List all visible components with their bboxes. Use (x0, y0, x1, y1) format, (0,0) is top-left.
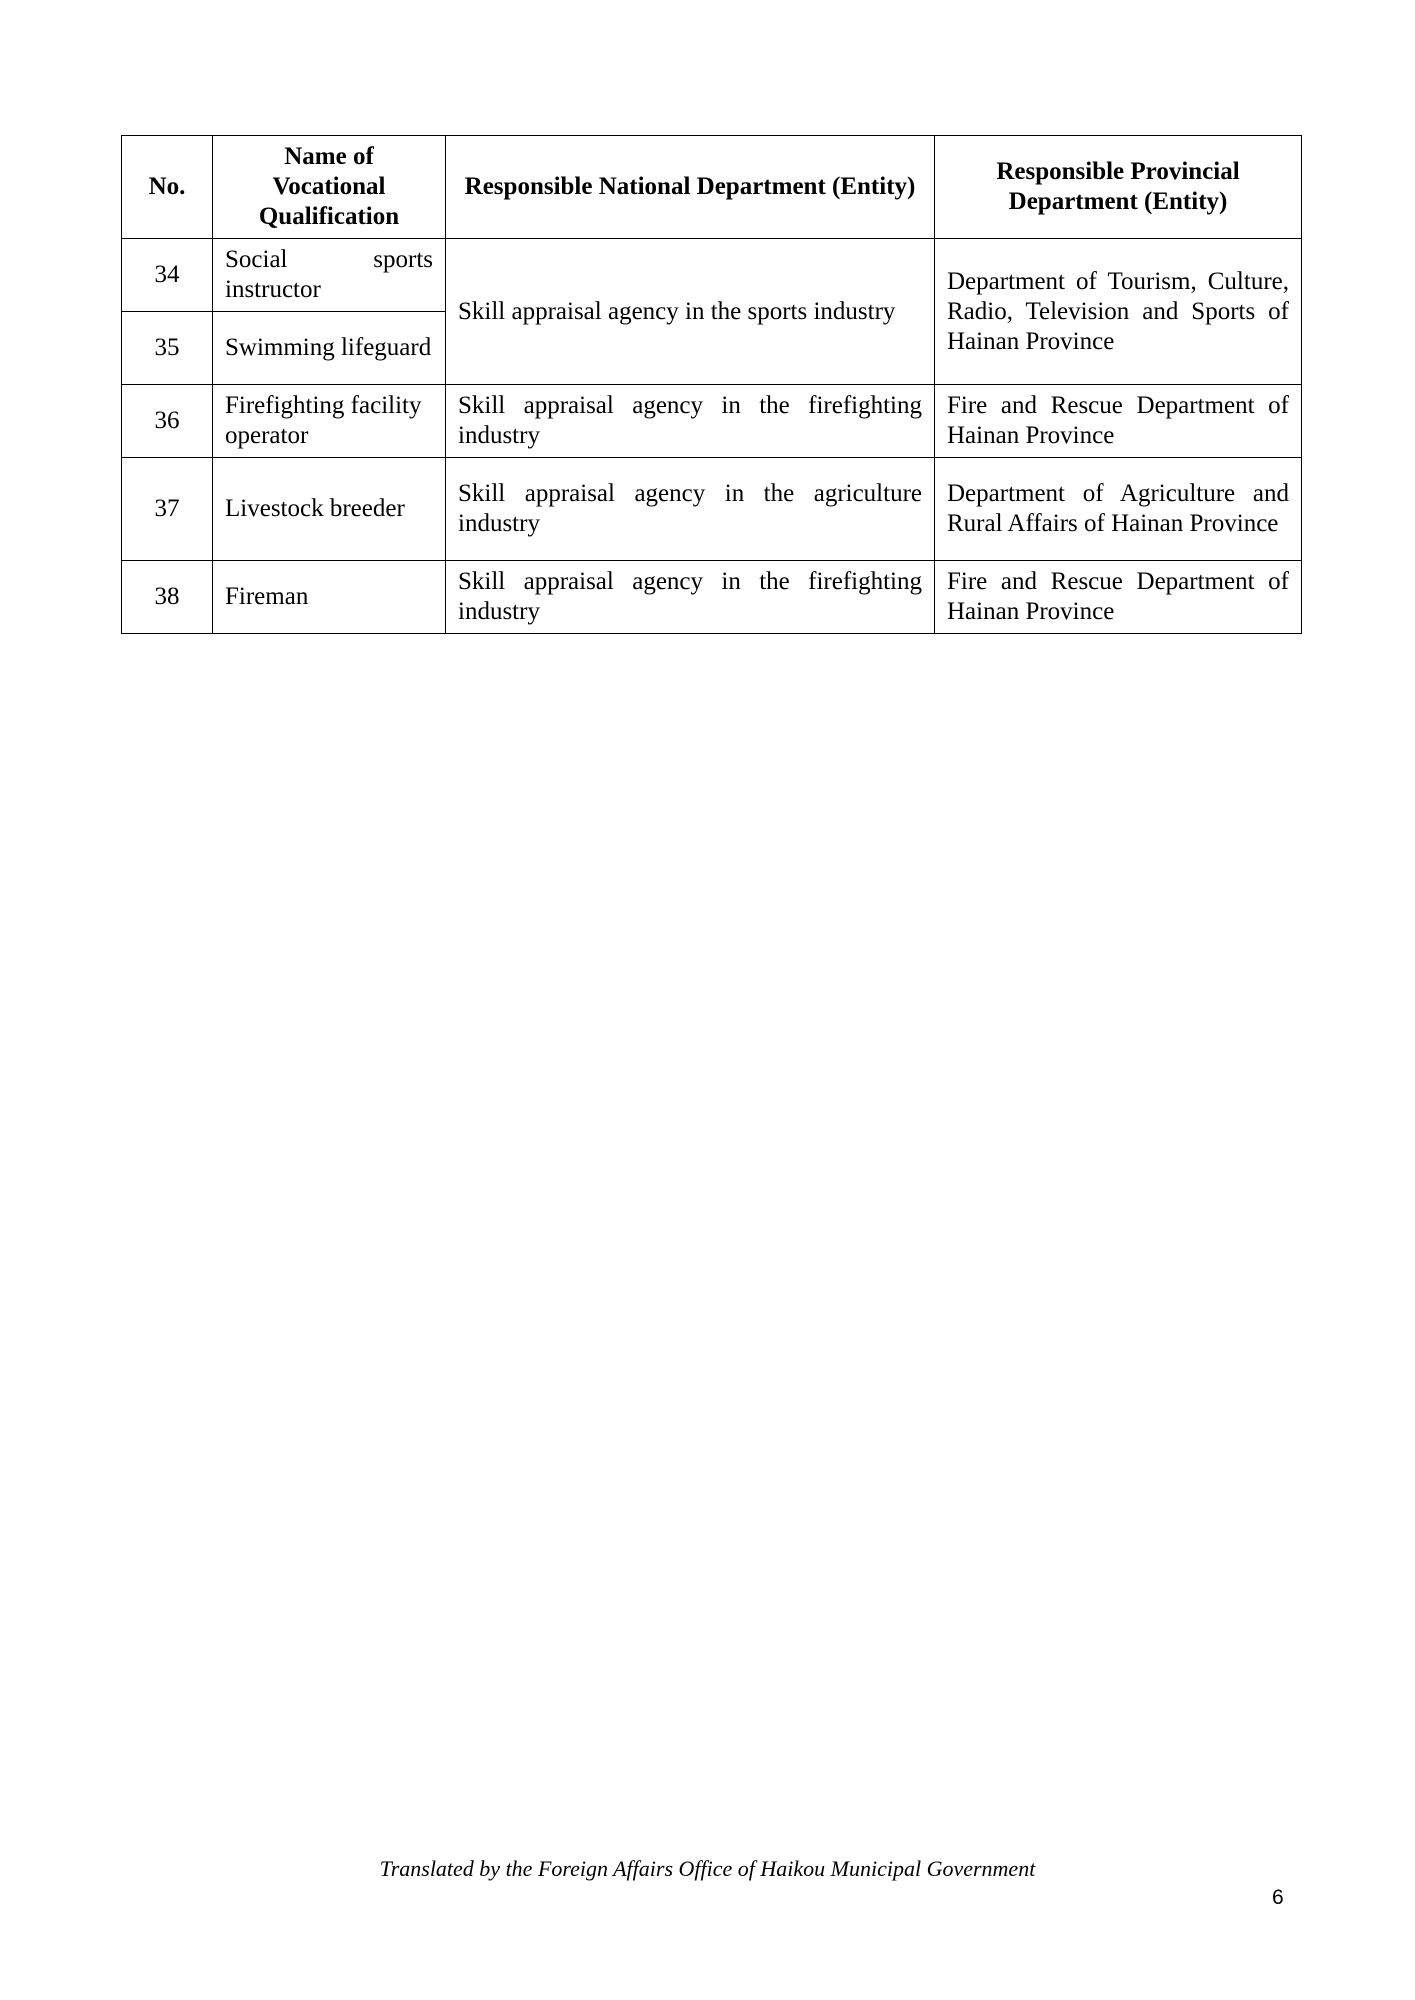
row-number: 36 (122, 385, 213, 458)
qualification-name: Fireman (213, 561, 446, 634)
table-row (122, 239, 1302, 312)
provincial-department: Department of Agriculture and Rural Affairs of Hainan Province (935, 458, 1302, 561)
qualification-name: Swimming lifeguard (213, 312, 446, 385)
qualification-name: Livestock breeder (213, 458, 446, 561)
table-row (122, 458, 1302, 561)
provincial-department: Department of Tourism, Culture, Radio, Television and Sports of Hainan Province (935, 239, 1302, 385)
row-number: 35 (122, 312, 213, 385)
provincial-department: Fire and Rescue Department of Hainan Province (935, 385, 1302, 458)
table-row (122, 561, 1302, 634)
table-header-row (122, 136, 1302, 239)
header-national-department: Responsible National Department (Entity) (446, 136, 935, 239)
table-row (122, 385, 1302, 458)
national-department: Skill appraisal agency in the firefighting industry (446, 385, 935, 458)
row-number: 34 (122, 239, 213, 312)
qualification-name: Firefighting facility operator (213, 385, 446, 458)
row-number: 38 (122, 561, 213, 634)
header-qualification-name: Name of Vocational Qualification (213, 136, 446, 239)
national-department: Skill appraisal agency in the firefighting industry (446, 561, 935, 634)
translation-credit: Translated by the Foreign Affairs Office of Haikou Municipal Government (379, 1856, 1036, 1881)
provincial-department: Fire and Rescue Department of Hainan Province (935, 561, 1302, 634)
page-number: 6 (1272, 1886, 1284, 1909)
row-number: 37 (122, 458, 213, 561)
national-department: Skill appraisal agency in the sports industry (446, 239, 935, 385)
header-no: No. (122, 136, 213, 239)
vocational-qualification-table (121, 135, 1302, 634)
header-provincial-department: Responsible Provincial Department (Entity) (935, 136, 1302, 239)
qualification-name: Social sports instructor (213, 239, 446, 312)
national-department: Skill appraisal agency in the agriculture industry (446, 458, 935, 561)
